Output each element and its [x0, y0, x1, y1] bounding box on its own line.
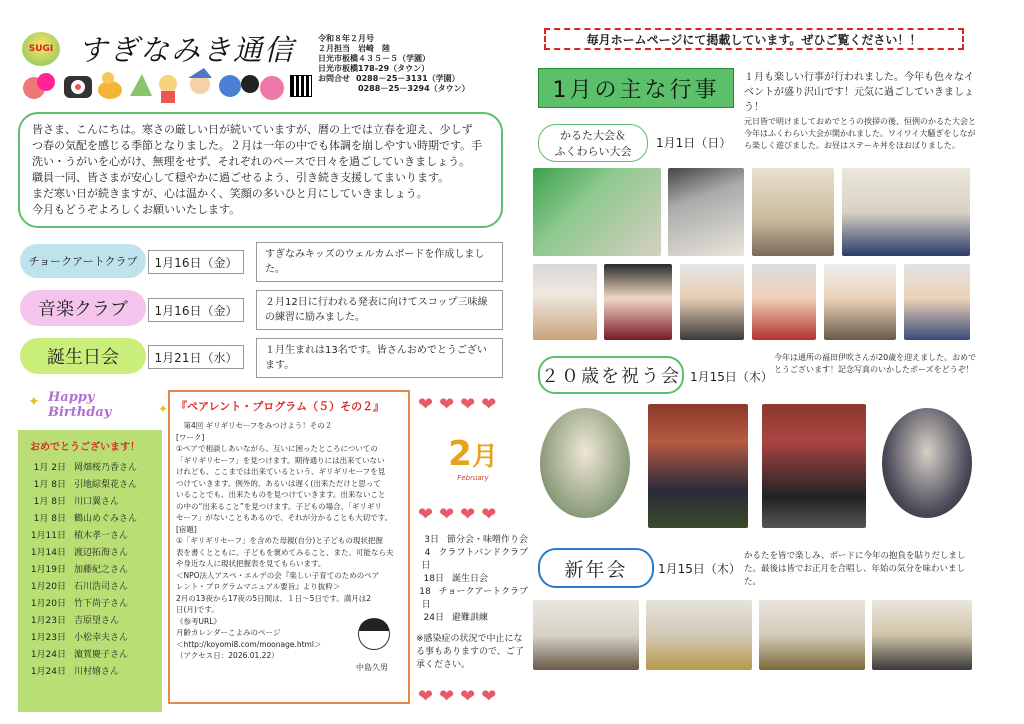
parent-program-line: ＜NPO法人アスペ・エルデの会『楽しい子育てのためのペア [176, 570, 380, 580]
karuta-photo [533, 168, 661, 256]
newyear-description: かるたを皆で楽しみ、ボードに今年の抱負を貼りだしました。最後は皆でお正月を合唱し、年始の気分を味わいました。 [744, 551, 966, 587]
club-date: 1月16日（金） [148, 298, 244, 322]
hearts-mid-decoration: ❤❤❤❤ [418, 504, 503, 525]
birthday-row [26, 545, 166, 558]
birthday-name: 渡辺拓海さん [74, 548, 129, 558]
club-description: ２月12日に行われる発表に向けてスコップ三味線の練習に励みました。 [256, 290, 503, 330]
birthday-row [26, 630, 166, 643]
adult-description: 今年は通所の福田伊吹さんが20歳を迎えました。おめでとうございます！記念写真のいかしたポーズをどうぞ！ [774, 353, 977, 374]
karuta-date: 1月1日（日） [656, 136, 732, 150]
logo-text: SUGI [28, 44, 54, 54]
fukuwarai-photo [842, 168, 970, 256]
birthday-row [26, 664, 166, 677]
parent-program-line: 《参考URL》 [176, 616, 221, 626]
phone-town: 0288－25－3294（タウン） [358, 84, 470, 93]
birthday-row [26, 494, 166, 507]
happy-birthday-banner [48, 390, 154, 420]
newyear-title-text: 新年会 [564, 558, 628, 581]
adult-date: 1月15日（木） [690, 370, 773, 384]
phone-gakuen: 0288－25－3131（学園） [356, 74, 460, 83]
birthday-name: 小松幸夫さん [74, 633, 129, 643]
karuta-title-line: ふくわらい大会 [554, 145, 632, 158]
club-date: 1月16日（金） [148, 250, 244, 274]
lunch-photo [604, 264, 672, 340]
newyear-photo [533, 600, 639, 670]
birthday-date: 1月24日 [30, 667, 66, 677]
greeting-line: 皆さま、こんにちは。寒さの厳しい日が続いていますが、暦の上では立春を迎え、少しず [32, 123, 473, 136]
greeting-line: 今月もどうぞよろしくお願いいたします。 [32, 203, 241, 216]
banner-text: 毎月ホームページにて掲載しています。ぜひご覧ください！！ [586, 32, 922, 47]
parent-program-line: や身近な人に現状把握表を見てもらいます。 [176, 559, 326, 568]
sparkle-icon: ✦ [28, 394, 40, 410]
parent-program-line: 2月の13夜から17夜の5日間は、１日～5日です。満月は2 [176, 593, 372, 603]
event-row [416, 534, 528, 547]
event-row [416, 547, 528, 573]
karuta-description: 元日皆で明けましておめでとうの挨拶の後、恒例のかるた大会と今年はふくわらい大会が開かれました。ワイワイ大騒ぎをしながら楽しく遊びました。お昼はステーキ丼をほおばりました。 [744, 117, 976, 150]
birthday-date: 1月14日 [30, 548, 66, 558]
lunch-photo [533, 264, 597, 340]
adult-title-box [538, 356, 684, 394]
birthday-name: 吉原望さん [74, 616, 120, 626]
greeting-line: 職員一同、皆さまが安心して穏やかに過ごせるよう、引き続き支援してまいります。 [32, 171, 450, 184]
ceremony-photo [648, 404, 748, 528]
banner-text: Happy Birthday [48, 390, 112, 420]
ceremony-photo [762, 404, 866, 528]
parent-program-line: いることでも、出来たものを見つけていきます。出来ないこと [176, 490, 386, 499]
birthday-date: 1月20日 [30, 582, 66, 592]
decorations-row [18, 66, 290, 106]
birthday-date: 1月24日 [30, 650, 66, 660]
badge-month: 月 [471, 442, 498, 472]
birthday-name: 加藤紀之さん [74, 565, 129, 575]
newyear-photo [759, 600, 865, 670]
author-name: 中島久男 [356, 663, 388, 672]
main-events-title-text: 1月の主な行事 [552, 77, 720, 103]
parent-program-line: [宿題] [176, 524, 197, 534]
newyear-title-box [538, 548, 654, 588]
karuta-photo [752, 168, 834, 256]
event-day: 3日 [424, 535, 439, 545]
main-events-title [538, 68, 734, 108]
parent-program-line: 日(月)です。 [176, 605, 219, 614]
parent-program-line: けれども、ここまでは出来ているという、ギリギリセーフを見 [176, 467, 386, 476]
greeting-box [18, 112, 503, 228]
parent-program-title: 『ペアレント・プログラム（５）その２』 [176, 400, 385, 413]
club-label-chalkart [20, 244, 146, 278]
birthday-date: 1月 2日 [33, 463, 66, 473]
parent-program-line: レント・プログラムマニュアル要旨』より抜粋＞ [176, 582, 341, 591]
parent-program-line: ①「ギリギリセーフ」を含めた母親(自分)と子どもの現状把握 [176, 536, 383, 545]
greeting-line: 洗い・うがいを心がけ、無理をせず、それぞれのペースで日々を過ごしていきましょう。 [32, 155, 471, 168]
sparkle-icon: ✦ [158, 402, 169, 416]
birthday-date: 1月11日 [30, 531, 66, 541]
birthday-name: 植木孝一さん [74, 531, 129, 541]
event-day: 18日 [419, 587, 431, 610]
address-town: 日光市板橋178-29（タウン） [318, 64, 430, 73]
parent-program-box [168, 390, 410, 704]
birthday-row [26, 477, 166, 490]
address-gakuen: 日光市板橋４３５－５（学園） [318, 54, 430, 63]
birthday-row [26, 596, 166, 609]
club-name: チョークアートクラブ [28, 255, 138, 268]
event-row [416, 573, 528, 586]
event-name: 誕生日会 [452, 574, 489, 584]
february-note: ※感染症の状況で中止になる事もありますので、ご了承ください。 [416, 634, 524, 670]
birthday-name: 濵賀慶子さん [74, 650, 129, 660]
birthday-row [26, 562, 166, 575]
page-title: すぎなみき通信 [78, 33, 296, 67]
karuta-title-box [538, 124, 648, 162]
birthday-row [26, 460, 166, 473]
parent-program-line: 表を書くとともに、子どもを褒めてみること、また、可能なら夫 [176, 547, 394, 557]
club-description: １月生まれは13名です。皆さんおめでとうございます。 [256, 338, 503, 378]
birthday-row [26, 579, 166, 592]
birthday-heading: おめでとうございます！ [30, 442, 140, 453]
parent-program-line: 第4回 ギリギリセーフをみつけよう！その２ [176, 421, 333, 430]
greeting-line: まだ寒い日が続きますが、心は温かく、笑顔の多いひと月にしていきましょう。 [32, 187, 428, 200]
hearts-bottom-decoration: ❤❤❤❤ [418, 686, 503, 707]
birthday-date: 1月23日 [30, 616, 66, 626]
issue-number: 令和８年２月号 [318, 34, 374, 43]
birthday-date: 1月 8日 [33, 514, 66, 524]
event-name: クラフトバンドクラブ [438, 548, 528, 558]
birthday-name: 岡畑桜乃香さん [74, 463, 138, 473]
february-badge [440, 420, 506, 496]
club-description: すぎなみキッズのウェルカムボードを作成しました。 [256, 242, 503, 282]
badge-subtitle: February [457, 474, 489, 482]
birthday-row [26, 613, 166, 626]
main-events-intro: １月も楽しい行事が行われました。今年も色々なイベントが盛り沢山です！元気に過ごしていきましょう！ [744, 72, 974, 113]
birthday-name: 石川浩司さん [74, 582, 129, 592]
logo [22, 32, 60, 66]
birthday-row [26, 528, 166, 541]
lunch-photo [752, 264, 816, 340]
february-events [416, 534, 528, 672]
event-name: 避難訓練 [452, 613, 489, 623]
newyear-date: 1月15日（木） [658, 562, 741, 576]
club-name: 音楽クラブ [38, 299, 128, 320]
homepage-banner [544, 28, 964, 50]
author-portrait-icon [358, 618, 390, 650]
lunch-photo [824, 264, 896, 340]
event-row [416, 586, 528, 612]
birthday-name: 竹下尚子さん [74, 599, 129, 609]
event-day: 4日 [421, 548, 431, 571]
issue-info [318, 34, 470, 94]
event-name: 節分会・味噌作り会 [446, 535, 528, 545]
parent-program-line: ＜http://koyomi8.com/moonage.html＞ [176, 639, 322, 649]
event-row [416, 612, 528, 625]
birthday-row [26, 647, 166, 660]
qr-code-icon [290, 75, 312, 97]
parent-program-line: 月齢カレンダーこよみのページ [176, 628, 281, 637]
karuta-title-line: かるた大会＆ [560, 129, 626, 142]
ceremony-photo [540, 408, 630, 518]
ceremony-photo [882, 408, 972, 518]
parent-program-line: セーフ」がないこともあるので、それが分かることも大切です。 [176, 513, 393, 522]
parent-program-line: ①ペアで相談しあいながら、互いに困ったところについての [176, 444, 378, 453]
birthday-name: 鶴山めぐみさん [74, 514, 138, 524]
adult-title-text: ２０歳を祝う会 [541, 366, 681, 387]
parent-program-line: 「ギリギリセーフ」を見つけます。期待通りには出来ていない [176, 455, 385, 465]
parent-program-line: （アクセス日：2026.01.22） [176, 651, 279, 660]
issue-editor: ２月担当 岩崎 陸 [318, 44, 390, 53]
event-name: チョークアートクラブ [438, 587, 528, 597]
birthday-date: 1月 8日 [33, 480, 66, 490]
birthday-list-panel [18, 430, 162, 712]
contact-label: お問合せ [318, 74, 350, 83]
birthday-name: 引地綜梨花さん [74, 480, 138, 490]
parent-program-line: [ワーク] [176, 432, 205, 442]
parent-program-line: つけていきます。例外的、あるいは遅く(出来ただけと思って [176, 478, 381, 488]
newyear-photo [646, 600, 752, 670]
hearts-top-decoration: ❤❤❤❤ [418, 394, 503, 415]
lunch-photo [904, 264, 970, 340]
birthday-name: 川口翼さん [74, 497, 120, 507]
club-label-music [20, 290, 146, 326]
birthday-date: 1月23日 [30, 633, 66, 643]
greeting-line: つ春の気配を感じる季節となりました。２月は一年の中でも体調を崩しやすい時期です。手 [32, 139, 483, 152]
birthday-date: 1月19日 [30, 565, 66, 575]
new-year-illustrations [18, 66, 290, 106]
event-day: 24日 [423, 613, 444, 623]
karuta-photo [668, 168, 744, 256]
birthday-date: 1月20日 [30, 599, 66, 609]
newyear-photo [872, 600, 972, 670]
parent-program-line: の中の“出来ること”を見つけます。子どもの場合、「ギリギリ [176, 501, 382, 511]
club-label-birthday [20, 338, 146, 374]
lunch-photo [680, 264, 744, 340]
club-date: 1月21日（水） [148, 345, 244, 369]
birthday-date: 1月 8日 [33, 497, 66, 507]
event-day: 18日 [423, 574, 444, 584]
birthday-name: 川村嬉さん [74, 667, 120, 677]
club-name: 誕生日会 [47, 347, 119, 368]
birthday-row [26, 511, 166, 524]
badge-number: 2 [448, 434, 472, 474]
